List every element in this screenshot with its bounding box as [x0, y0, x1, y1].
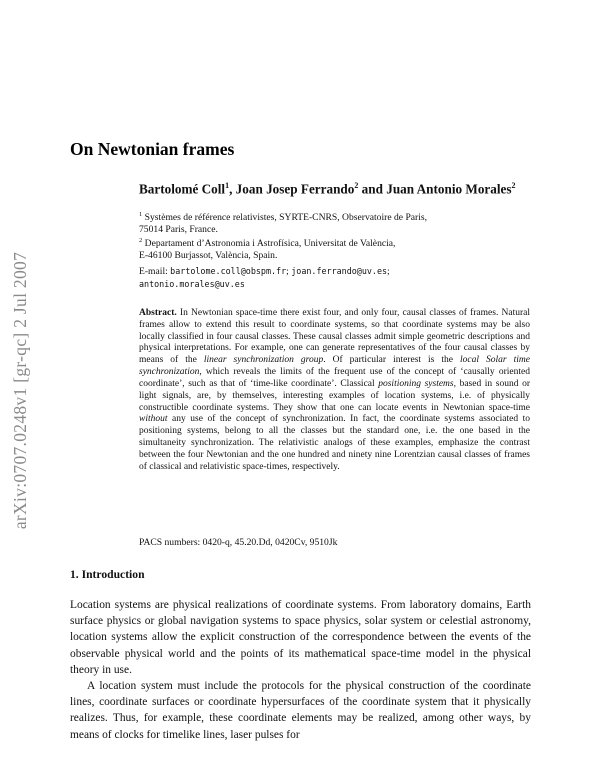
author-coll: Bartolomé Coll [139, 181, 226, 197]
email-block [139, 265, 539, 291]
arxiv-identifier: arXiv:0707.0248v1 [gr-qc] 2 Jul 2007 [10, 251, 31, 529]
abstract-text: , which reveals the limits of the frequent use of the concept of ‘causally oriented coordinate’, such as that of ‘time-like coordinate’. Classical [139, 367, 530, 389]
author-separator: , [229, 181, 236, 197]
abstract-text: , based in sound or light signals, are, by themselves, interesting examples of location systems, i.e. of physically constructible coordinate systems. They show that one can locate events in Newtonian space-time [139, 378, 530, 413]
author-list [139, 178, 519, 198]
body-paragraph: Location systems are physical realizations of coordinate systems. From laboratory domains, Earth surface physics or global navigation systems to space physics, solar system or celestial astronomy, location systems allow the explicit construction of the correspondence between the events of the observable physical world and the points of its mathematical space-time model in the physical theory in use. [70, 599, 531, 676]
affiliation-1-mark: 1 [139, 211, 143, 218]
abstract-emphasis: without [139, 414, 168, 425]
email-separator: ; [286, 266, 292, 277]
affiliation-1-line-1 [139, 209, 539, 224]
email-line-1 [139, 265, 539, 278]
abstract-text: any use of the concept of synchronization. In fact, the coordinate systems associated to positioning systems, belong to all the classes but the standard one, i.e. the one based in the simultaneity synchronization. The relativistic analogs of these examples, emphasize the contrast between the four Newtonian and the one hundred and ninety nine Lorentzian causal classes of frames of classical and relativistic space-times, respectively. [139, 414, 530, 472]
abstract-emphasis: linear synchronization group [203, 355, 324, 366]
abstract [139, 308, 530, 473]
affiliation-2-mark: 2 [139, 237, 143, 244]
abstract-emphasis: positioning systems [378, 378, 454, 389]
affiliation-2-line-2 [139, 250, 539, 262]
affiliation-1-city: 75014 Paris, France. [139, 224, 218, 236]
abstract-emphasis: local Solar time synchronization [139, 355, 530, 378]
affiliation-2-line-1 [139, 235, 539, 250]
email-coll-link[interactable]: bartolome.coll@obspm.fr [170, 266, 287, 276]
author-morales-affil-mark: 2 [511, 181, 516, 190]
abstract-text: In Newtonian space-time there exist four, and only four, causal classes of frames. Natural frames allow to extend this result to coordinate systems, so that coordinate systems may be also locally classified in four causal classes. These causal classes admit simple geometric descriptions and physical interpretations. For example, one can generate representatives of the four causal classes by means of the [139, 308, 530, 366]
author-ferrando-affil-mark: 2 [354, 181, 359, 190]
affiliation-2-text: Departament d’Astronomia i Astrofísica, Universitat de València, [144, 238, 396, 250]
paper-title: On Newtonian frames [70, 139, 235, 159]
email-separator-2: ; [387, 266, 390, 277]
abstract-label: Abstract. [139, 308, 177, 318]
affiliation-2-city: E-46100 Burjassot, València, Spain. [139, 250, 278, 262]
pacs-numbers: PACS numbers: 0420-q, 45.20.Dd, 0420Cv, 9510Jk [139, 537, 338, 548]
affiliation-1-text: Systèmes de référence relativistes, SYRTE-CNRS, Observatoire de Paris, [144, 212, 428, 224]
author-ferrando: Joan Josep Ferrando [235, 181, 355, 197]
author-morales: Juan Antonio Morales [386, 181, 512, 197]
affiliation-2 [139, 235, 539, 263]
abstract-text: . Of particular interest is the [323, 355, 461, 366]
author-separator-and: and [358, 181, 387, 197]
section-heading-introduction: 1. Introduction [70, 568, 145, 581]
author-coll-affil-mark: 1 [225, 181, 230, 190]
arxiv-sidebar [6, 210, 36, 570]
email-line-2 [139, 278, 539, 291]
body-paragraph: A location system must include the protocols for the physical construction of the coordinate lines, coordinate surfaces or coordinate hypersurfaces of the coordinate system that it physically realizes. Thus, for example, these coordinate elements may be realized, among other ways, by means of clocks for timelike lines, laser pulses for [70, 680, 531, 741]
affiliation-1 [139, 209, 539, 237]
email-ferrando-link[interactable]: joan.ferrando@uv.es [291, 266, 388, 276]
email-morales-link[interactable]: antonio.morales@uv.es [139, 279, 245, 289]
email-label: E-mail: [139, 266, 171, 277]
